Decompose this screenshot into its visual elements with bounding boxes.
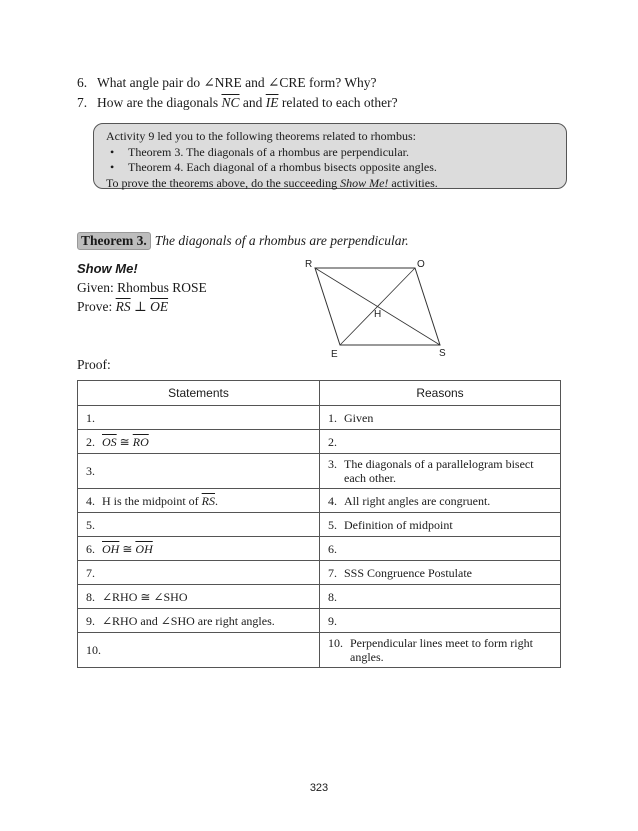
statement-number: 9. xyxy=(86,613,95,628)
reason-number: 2. xyxy=(328,434,337,449)
reason-cell xyxy=(320,513,561,537)
segment-ro: $\overline{RO}$ xyxy=(132,434,149,449)
reason-number: 8. xyxy=(328,589,337,604)
reason-text xyxy=(344,614,552,628)
statement-cell xyxy=(78,537,320,561)
statement-number: 5. xyxy=(86,517,95,532)
statement-number: 10. xyxy=(86,643,101,657)
statement-text xyxy=(108,643,311,657)
bullet-text: Theorem 3. The diagonals of a rhombus are perpendicular. xyxy=(128,144,410,159)
box-intro: Activity 9 led you to the following theorems related to rhombus: xyxy=(106,129,416,143)
segment-os: $\overline{OS}$ xyxy=(102,434,117,449)
closing-text: activities. xyxy=(388,175,438,190)
bullet-icon: • xyxy=(110,160,115,174)
segment-oe: $\overline{OE}$ xyxy=(150,299,169,314)
theorem-label: Theorem 3. xyxy=(77,232,151,250)
statement-cell[interactable] xyxy=(78,561,320,585)
statement-number: 8. xyxy=(86,589,95,604)
congruent-symbol: ≅ xyxy=(119,541,136,556)
table-row xyxy=(78,609,561,633)
diagonal-oe xyxy=(340,268,415,345)
question-text: related to each other? xyxy=(278,95,398,110)
question-7 xyxy=(77,95,398,111)
table-header-row xyxy=(78,381,561,406)
perpendicular-symbol: ⊥ xyxy=(130,299,151,314)
segment-rs: $\overline{RS}$ xyxy=(201,493,216,508)
table-row xyxy=(78,430,561,454)
statement-number: 1. xyxy=(86,410,95,425)
statement-text xyxy=(102,518,311,532)
table-row xyxy=(78,489,561,513)
reason-text: Definition of midpoint xyxy=(344,517,453,532)
theorem-statement xyxy=(77,232,409,250)
statement-text xyxy=(102,435,311,449)
congruent-symbol: ≅ xyxy=(116,434,133,449)
table-row xyxy=(78,537,561,561)
reason-number: 4. xyxy=(328,493,337,508)
reason-text: The diagonals of a parallelogram bisect each other. xyxy=(344,457,534,485)
question-6 xyxy=(77,75,377,91)
closing-text: To prove the theorems above, do the succeeding xyxy=(106,175,341,190)
reason-text xyxy=(344,590,552,604)
reason-number: 1. xyxy=(328,410,337,425)
reason-cell[interactable] xyxy=(320,537,561,561)
question-number: 6. xyxy=(77,75,88,90)
vertex-label-s: S xyxy=(439,348,446,359)
statement-number: 6. xyxy=(86,541,95,556)
statement-cell xyxy=(78,585,320,609)
statement-number: 3. xyxy=(86,464,95,478)
header-statements: Statements xyxy=(78,381,320,406)
reason-number: 3. xyxy=(328,457,337,471)
theorem-text: The diagonals of a rhombus are perpendicular. xyxy=(154,233,409,248)
table-row xyxy=(78,513,561,537)
statement-cell[interactable] xyxy=(78,513,320,537)
box-closing xyxy=(106,176,554,192)
statement-cell[interactable] xyxy=(78,633,320,668)
statement-prefix: H is the midpoint of xyxy=(102,493,202,508)
table-row xyxy=(78,585,561,609)
question-text: What angle pair do ∠NRE and ∠CRE form? Why? xyxy=(97,75,377,90)
reason-text: Given xyxy=(344,410,374,425)
reason-number: 7. xyxy=(328,565,337,580)
statement-text xyxy=(102,566,311,580)
rhombus-rose-figure xyxy=(295,255,465,365)
proof-label: Proof: xyxy=(77,357,111,372)
vertex-label-r: R xyxy=(305,259,313,270)
prove-statement xyxy=(77,299,168,315)
statement-suffix: . xyxy=(215,493,219,508)
reason-text xyxy=(344,435,552,449)
show-me-heading: Show Me! xyxy=(77,261,138,276)
reason-number: 9. xyxy=(328,613,337,628)
statement-number: 4. xyxy=(86,493,95,508)
statement-text xyxy=(102,464,311,478)
statement-cell xyxy=(78,430,320,454)
reason-cell[interactable] xyxy=(320,609,561,633)
vertex-label-e: E xyxy=(331,349,338,360)
bullet-text: Theorem 4. Each diagonal of a rhombus bisects opposite angles. xyxy=(128,160,437,174)
statement-text xyxy=(102,542,311,556)
header-reasons: Reasons xyxy=(320,381,561,406)
question-number: 7. xyxy=(77,95,88,110)
statement-cell[interactable] xyxy=(78,454,320,489)
table-row xyxy=(78,561,561,585)
reason-text xyxy=(344,542,552,556)
question-text: and xyxy=(239,95,266,110)
statement-number: 7. xyxy=(86,565,95,580)
question-text: How are the diagonals xyxy=(97,95,222,110)
reason-cell[interactable] xyxy=(320,430,561,454)
given-statement: Given: Rhombus ROSE xyxy=(77,280,207,295)
statement-text: ∠RHO ≅ ∠SHO xyxy=(102,589,188,604)
activity-summary-box xyxy=(93,123,567,189)
reason-text: Perpendicular lines meet to form right angles. xyxy=(350,636,533,664)
reason-cell xyxy=(320,454,561,489)
table-row xyxy=(78,633,561,668)
reason-text: SSS Congruence Postulate xyxy=(344,565,472,580)
reason-cell xyxy=(320,561,561,585)
statement-number: 2. xyxy=(86,434,95,449)
bullet-icon: • xyxy=(110,144,115,159)
reason-number: 6. xyxy=(328,541,337,556)
statement-cell xyxy=(78,489,320,513)
segment-ie: $\overline{IE}$ xyxy=(265,95,279,110)
page-number: 323 xyxy=(309,782,329,794)
statement-text: ∠RHO and ∠SHO are right angles. xyxy=(102,613,275,628)
reason-number: 10. xyxy=(328,636,343,650)
reason-cell xyxy=(320,633,561,668)
segment-nc: $\overline{NC}$ xyxy=(221,95,240,110)
statement-cell[interactable] xyxy=(78,406,320,430)
box-bullet xyxy=(106,160,554,176)
vertex-label-o: O xyxy=(417,259,425,270)
intersection-label-h: H xyxy=(374,309,382,320)
box-bullet xyxy=(106,145,554,161)
two-column-proof-table xyxy=(77,380,561,668)
table-row xyxy=(78,406,561,430)
reason-cell[interactable] xyxy=(320,585,561,609)
segment-oh: $\overline{OH}$ xyxy=(135,541,153,556)
reason-number: 5. xyxy=(328,517,337,532)
table-row xyxy=(78,454,561,489)
segment-rs: $\overline{RS}$ xyxy=(115,299,131,314)
closing-emphasis: Show Me! xyxy=(340,175,389,190)
statement-text xyxy=(102,411,311,425)
reason-text: All right angles are congruent. xyxy=(344,493,491,508)
segment-oh: $\overline{OH}$ xyxy=(102,541,120,556)
statement-cell xyxy=(78,609,320,633)
reason-cell xyxy=(320,406,561,430)
prove-label: Prove: xyxy=(77,299,116,314)
statement-text xyxy=(102,494,311,508)
reason-cell xyxy=(320,489,561,513)
